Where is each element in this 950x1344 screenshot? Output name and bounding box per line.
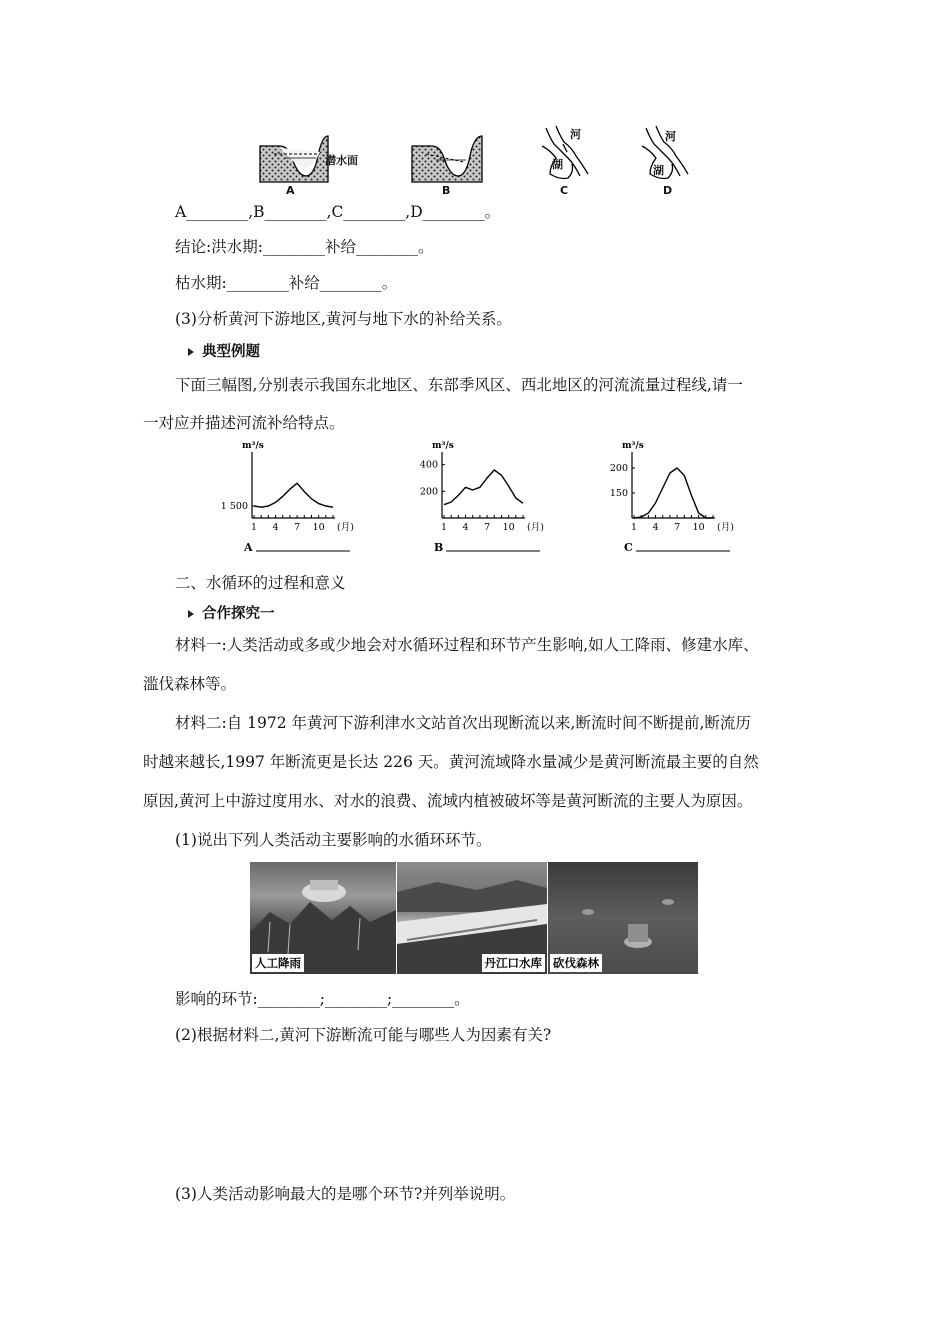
question-fill-abcd: A________,B________,C________,D________。 xyxy=(175,203,501,221)
x-unit-label: (月) xyxy=(527,522,544,533)
photo-label-rain: 人工降雨 xyxy=(252,954,304,972)
question-2: (2)根据材料二,黄河下游断流可能与哪些人为因素有关? xyxy=(175,1026,552,1044)
x-unit-label: (月) xyxy=(717,522,734,533)
material-1-line-2: 滥伐森林等。 xyxy=(143,675,237,693)
example-line-2: 一对应并描述河流补给特点。 xyxy=(143,414,345,432)
label-hu-c: 湖 xyxy=(552,158,563,171)
photo-label-reservoir: 丹江口水库 xyxy=(482,954,546,972)
section-example-label: 典型例题 xyxy=(202,344,260,360)
series-line xyxy=(254,483,333,507)
material-2-line-2: 时越来越长,1997 年断流更是长达 226 天。黄河流域降水量减少是黄河断流最主要的自然 xyxy=(143,753,759,771)
material-2-line-1: 材料二:自 1972 年黄河下游利津水文站首次出现断流以来,断流时间不断提前,断流历 xyxy=(175,714,751,732)
chart-label: C xyxy=(624,541,633,554)
chart-label: B xyxy=(434,541,444,554)
sketch-c xyxy=(542,126,588,179)
label-qianshuimian: 潜水面 xyxy=(325,154,358,167)
x-tick-label: 7 xyxy=(484,522,491,533)
arrow-icon xyxy=(188,610,194,618)
material-1-line-1: 材料一:人类活动或多或少地会对水循环过程和环节产生影响,如人工降雨、修建水库、 xyxy=(175,636,759,654)
photo-strip xyxy=(250,862,698,974)
photo-reservoir xyxy=(397,862,547,974)
x-tick-label: 7 xyxy=(674,522,681,533)
arrow-icon xyxy=(188,348,194,356)
figure-groundwater-relations xyxy=(250,118,710,200)
section-coop xyxy=(188,603,275,625)
example-line-1: 下面三幅图,分别表示我国东北地区、东部季风区、西北地区的河流流量过程线,请一 xyxy=(175,376,743,394)
x-tick-label: 4 xyxy=(652,522,659,533)
y-tick-label: 200 xyxy=(419,486,438,498)
section-coop-label: 合作探究一 xyxy=(202,606,275,622)
groundwater-diagram xyxy=(250,118,710,200)
label-he-d: 河 xyxy=(665,130,676,143)
chart-c xyxy=(610,441,734,554)
chart-b xyxy=(420,441,544,554)
section-2-title: 二、水循环的过程和意义 xyxy=(175,574,346,592)
x-tick-label: 4 xyxy=(462,522,469,533)
label-a: A xyxy=(286,184,295,197)
x-tick-label: 10 xyxy=(692,522,705,533)
section-b xyxy=(412,136,482,182)
y-unit-label: m³/s xyxy=(622,441,644,451)
question-3-upper: (3)分析黄河下游地区,黄河与地下水的补给关系。 xyxy=(175,310,512,328)
label-c: C xyxy=(560,184,569,197)
label-he-c: 河 xyxy=(570,128,581,141)
question-1-answer: 影响的环节:________;________;________。 xyxy=(175,990,470,1008)
x-tick-label: 7 xyxy=(294,522,301,533)
label-b: B xyxy=(442,184,451,197)
question-3: (3)人类活动影响最大的是哪个环节?并列举说明。 xyxy=(175,1185,516,1203)
y-tick-label: 1 500 xyxy=(220,501,248,512)
conclusion-flood: 结论:洪水期:________补给________。 xyxy=(175,238,434,256)
y-unit-label: m³/s xyxy=(432,441,454,451)
x-tick-label: 4 xyxy=(272,522,279,533)
label-d: D xyxy=(663,184,673,197)
x-tick-label: 1 xyxy=(630,522,638,533)
y-unit-label: m³/s xyxy=(242,441,264,451)
x-unit-label: (月) xyxy=(337,522,354,533)
series-line xyxy=(634,468,713,518)
series-line xyxy=(444,470,523,505)
photo-artificial-rain xyxy=(250,862,396,974)
section-a xyxy=(260,136,328,182)
question-1: (1)说出下列人类活动主要影响的水循环环节。 xyxy=(175,831,492,849)
section-example xyxy=(188,341,260,363)
material-2-line-3: 原因,黄河上中游过度用水、对水的浪费、流域内植被破坏等是黄河断流的主要人为原因。 xyxy=(143,792,753,810)
y-tick-label: 200 xyxy=(609,463,628,474)
discharge-charts xyxy=(200,440,760,560)
chart-label: A xyxy=(244,541,253,554)
x-tick-label: 10 xyxy=(312,522,325,533)
chart-a xyxy=(221,441,354,554)
y-tick-label: 150 xyxy=(609,488,628,499)
y-tick-label: 400 xyxy=(419,459,438,471)
x-tick-label: 10 xyxy=(502,522,515,533)
label-hu-d: 湖 xyxy=(653,164,664,177)
x-tick-label: 1 xyxy=(250,522,258,533)
conclusion-dry: 枯水期:________补给________。 xyxy=(175,274,398,292)
photo-deforestation xyxy=(548,862,698,974)
photo-label-forest: 砍伐森林 xyxy=(550,954,602,972)
x-tick-label: 1 xyxy=(440,522,448,533)
